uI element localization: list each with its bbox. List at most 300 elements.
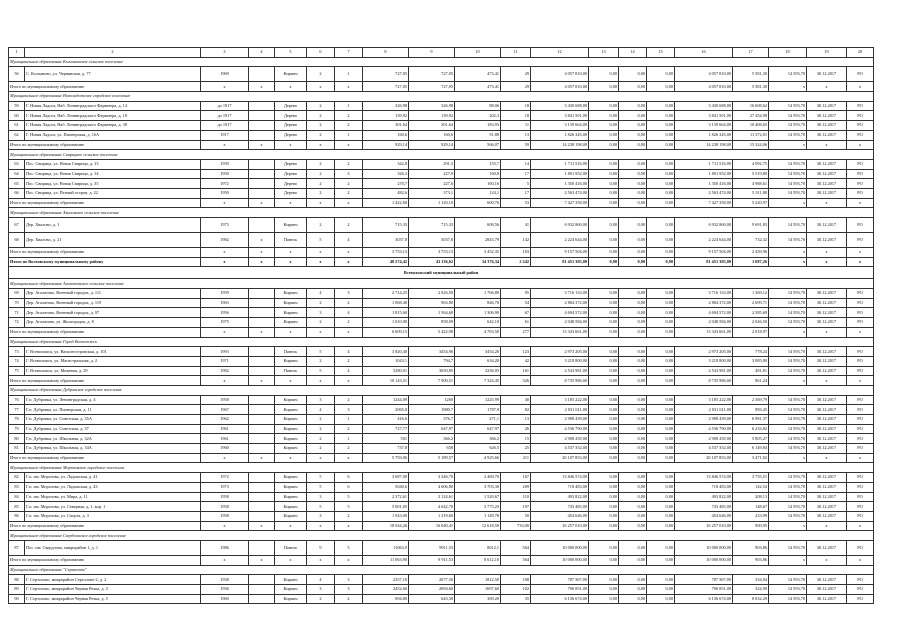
table-row <box>9 594 874 604</box>
total-cell: х <box>307 376 335 386</box>
column-number-cell: 14 <box>619 48 647 58</box>
table-cell: 6 136 674,00 <box>531 594 589 604</box>
table-cell: РО <box>847 169 874 179</box>
total-cell: х <box>307 555 335 565</box>
total-row <box>9 376 874 386</box>
table-cell: Панель <box>275 233 307 248</box>
table-body <box>9 48 874 604</box>
table-cell: 4 <box>307 575 335 585</box>
table-cell: 30.12.2017 <box>807 366 847 376</box>
total-cell: 600,76 <box>455 198 501 208</box>
table-cell: 14 593,70 <box>769 318 807 328</box>
total-cell: 7 427 358,00 <box>675 198 733 208</box>
total-cell: 29 <box>501 82 531 92</box>
table-cell: 0,00 <box>589 159 619 169</box>
table-cell: 334,04 <box>733 575 769 585</box>
table-cell: 3 139 664,00 <box>675 121 733 131</box>
table-cell: 0,00 <box>589 444 619 454</box>
table-cell: 3 841 501,00 <box>675 111 733 121</box>
table-cell: 1880,7 <box>409 405 455 415</box>
table-cell: 42 <box>501 356 531 366</box>
column-number-row <box>9 48 874 58</box>
table-cell <box>249 575 275 585</box>
table-cell: 0,00 <box>619 492 647 502</box>
table-cell: 2065,8 <box>363 405 409 415</box>
table-cell: 718 483,00 <box>531 482 589 492</box>
total-row <box>9 453 874 463</box>
table-row <box>9 473 874 483</box>
table-row <box>9 366 874 376</box>
register-sheet <box>8 47 873 604</box>
table-cell: 715,33 <box>363 218 409 233</box>
table-cell <box>249 585 275 595</box>
table-cell: 1975 <box>201 318 249 328</box>
table-cell: 0,00 <box>619 444 647 454</box>
table-cell <box>249 492 275 502</box>
table-cell: 0,00 <box>647 67 675 82</box>
table-cell: 376,7 <box>409 415 455 425</box>
table-cell: 10 000 000,00 <box>531 540 589 555</box>
section-title-row <box>9 531 874 541</box>
total-cell: х <box>335 327 363 337</box>
table-cell <box>249 395 275 405</box>
table-cell: 5 <box>307 347 335 357</box>
total-cell: 4 763,50 <box>455 327 501 337</box>
table-cell: 1973 <box>201 482 249 492</box>
table-cell: 1960 <box>201 444 249 454</box>
table-cell: 0,00 <box>647 540 675 555</box>
table-cell <box>249 130 275 140</box>
table-cell: 84 <box>9 492 25 502</box>
total-cell: 8 612,10 <box>455 555 501 565</box>
total-cell: х <box>807 521 847 531</box>
total-cell: 12 618,50 <box>455 521 501 531</box>
table-cell: 0,00 <box>619 395 647 405</box>
table-cell: 4 988,61 <box>733 179 769 189</box>
table-cell: 6 136 674,00 <box>675 594 733 604</box>
table-cell: 90 <box>9 594 25 604</box>
table-cell: 30.12.2017 <box>807 511 847 521</box>
table-cell: РО <box>847 121 874 131</box>
table-cell <box>249 159 275 169</box>
table-cell: 40 <box>501 395 531 405</box>
table-cell: 4 537 352,00 <box>531 444 589 454</box>
table-cell: 14 593,70 <box>769 101 807 111</box>
table-cell: 0,00 <box>619 130 647 140</box>
table-cell: 5 430 688,00 <box>531 101 589 111</box>
table-cell: 139,92 <box>409 111 455 121</box>
table-cell: 0,00 <box>647 434 675 444</box>
table-cell: 3 <box>335 405 363 415</box>
table-cell: РО <box>847 473 874 483</box>
table-row <box>9 218 874 233</box>
table-cell: 30.12.2017 <box>807 308 847 318</box>
table-cell: 14 593,70 <box>769 308 807 318</box>
total-cell: х <box>335 140 363 150</box>
total-cell: 53 <box>501 198 531 208</box>
table-cell: 0,00 <box>647 415 675 425</box>
table-cell: РО <box>847 444 874 454</box>
table-cell <box>249 111 275 121</box>
table-cell <box>249 424 275 434</box>
table-cell: РО <box>847 111 874 121</box>
total-cell: 183 <box>501 248 531 258</box>
table-cell: 35 <box>501 594 531 604</box>
table-cell: 0,00 <box>647 111 675 121</box>
table-cell <box>249 188 275 198</box>
total-cell: 13 343 661,00 <box>531 327 589 337</box>
table-cell: 1972 <box>201 179 249 189</box>
table-cell: 0,00 <box>589 289 619 299</box>
table-cell: 3 841 501,00 <box>531 111 589 121</box>
table-cell: 2 <box>307 356 335 366</box>
table-cell: 14 593,70 <box>769 130 807 140</box>
total-row <box>9 140 874 150</box>
table-cell: 0,00 <box>589 502 619 512</box>
total-cell: 0,00 <box>619 257 647 267</box>
table-cell: 15 <box>501 434 531 444</box>
total-cell: х <box>307 521 335 531</box>
table-cell: 6 981,37 <box>733 415 769 425</box>
table-cell: 270,7 <box>363 179 409 189</box>
table-cell: Дерево <box>275 169 307 179</box>
table-cell: 0,00 <box>647 101 675 111</box>
total-label: Итого по муниципальному образованию <box>9 376 201 386</box>
table-cell: 2 <box>335 511 363 521</box>
total-cell: 10 143,51 <box>363 376 409 386</box>
total-cell: 5 793,06 <box>363 453 409 463</box>
table-cell: Кирпич <box>275 424 307 434</box>
table-cell: Дер. Агалатово, Военный городок, д. 111 <box>25 289 201 299</box>
table-cell: 102 <box>501 585 531 595</box>
total-cell: 10 000 000,00 <box>531 555 589 565</box>
table-cell: 3037,8 <box>363 233 409 248</box>
table-cell: 50 <box>501 511 531 521</box>
section-title-row <box>9 565 874 575</box>
table-cell: 1993 <box>201 347 249 357</box>
table-cell: 202,3 <box>455 111 501 121</box>
table-cell: 2 <box>335 218 363 233</box>
table-cell: 30.12.2017 <box>807 395 847 405</box>
total-cell: 0,00 <box>589 198 619 208</box>
table-cell: 5 430 688,00 <box>675 101 733 111</box>
table-cell: 0,00 <box>589 179 619 189</box>
table-cell: 2 469,70 <box>455 473 501 483</box>
total-cell: х <box>275 248 307 258</box>
table-cell: 0,00 <box>619 218 647 233</box>
column-number-cell: 4 <box>249 48 275 58</box>
table-cell: РО <box>847 318 874 328</box>
table-cell: 27 454,98 <box>733 111 769 121</box>
table-cell: РО <box>847 434 874 444</box>
table-row <box>9 502 874 512</box>
table-cell: Дер. Хвалово, д. 1 <box>25 218 201 233</box>
total-cell: 0,00 <box>647 376 675 386</box>
table-cell: 3 <box>307 492 335 502</box>
table-cell: 1961 <box>201 424 249 434</box>
table-cell: Дерево <box>275 159 307 169</box>
table-cell: 0,00 <box>647 594 675 604</box>
table-cell: 0,00 <box>619 594 647 604</box>
table-cell: 14 593,70 <box>769 179 807 189</box>
table-row <box>9 424 874 434</box>
table-cell: 778,24 <box>733 347 769 357</box>
table-cell: 0,00 <box>647 366 675 376</box>
table-row <box>9 434 874 444</box>
total-cell: х <box>201 327 249 337</box>
table-cell: 30.12.2017 <box>807 218 847 233</box>
table-cell <box>249 308 275 318</box>
table-cell: 5 <box>307 482 335 492</box>
table-cell: 1 943,00 <box>363 511 409 521</box>
table-cell: 14 593,70 <box>769 159 807 169</box>
table-row <box>9 130 874 140</box>
table-cell: 30.12.2017 <box>807 298 847 308</box>
table-cell: 26 <box>501 424 531 434</box>
table-cell <box>249 67 275 82</box>
table-cell: 2 <box>307 130 335 140</box>
table-cell: 2 <box>307 318 335 328</box>
table-row <box>9 540 874 555</box>
table-cell: 54 <box>501 298 531 308</box>
total-cell: х <box>307 82 335 92</box>
table-cell: 0,00 <box>619 366 647 376</box>
table-cell: Г. Сертолово, микрорайон Черная Речка, д. 3 <box>25 585 201 595</box>
table-cell: 2 <box>307 594 335 604</box>
table-cell: 25 <box>501 444 531 454</box>
table-row <box>9 356 874 366</box>
table-cell: 61 <box>501 318 531 328</box>
table-cell: 2 026,58 <box>409 289 455 299</box>
table-cell: 4 <box>307 289 335 299</box>
table-cell: 0,00 <box>589 111 619 121</box>
table-cell: 1938 <box>201 575 249 585</box>
table-row <box>9 585 874 595</box>
total-cell: 8 735 986,00 <box>675 376 733 386</box>
table-cell: 88,06 <box>455 101 501 111</box>
column-number-cell: 15 <box>647 48 675 58</box>
table-cell: 0,00 <box>619 101 647 111</box>
table-cell: 473,41 <box>455 67 501 82</box>
table-cell: 14 593,70 <box>769 405 807 415</box>
table-cell: РО <box>847 308 874 318</box>
table-cell: 18 <box>501 101 531 111</box>
total-cell: х <box>847 198 874 208</box>
total-cell: х <box>769 140 807 150</box>
section-title-row <box>9 337 874 347</box>
table-cell: 0,00 <box>647 575 675 585</box>
table-cell: Дерево <box>275 179 307 189</box>
table-cell: 0,00 <box>589 575 619 585</box>
table-cell: 30.12.2017 <box>807 415 847 425</box>
total-cell: 0,00 <box>589 82 619 92</box>
table-cell: 0,00 <box>619 356 647 366</box>
table-cell: 4 536 790,00 <box>531 424 589 434</box>
table-cell: 369,20 <box>455 594 501 604</box>
table-cell: 197 <box>501 502 531 512</box>
table-row <box>9 482 874 492</box>
total-cell: 861,24 <box>733 376 769 386</box>
table-cell: 0,00 <box>619 188 647 198</box>
total-cell: 15 324,06 <box>733 140 769 150</box>
table-cell: 0,00 <box>647 482 675 492</box>
table-cell: Кирпич <box>275 502 307 512</box>
table-cell: 3454,96 <box>409 347 455 357</box>
table-cell: 30.12.2017 <box>807 575 847 585</box>
table-row <box>9 395 874 405</box>
table-cell: 0,00 <box>619 415 647 425</box>
total-cell: 0,00 <box>589 453 619 463</box>
total-cell: 0,00 <box>619 140 647 150</box>
table-cell <box>249 318 275 328</box>
table-cell: Кирпич <box>275 415 307 425</box>
section-title: Муниципальное образование Дубровское городское поселение <box>9 385 874 395</box>
table-cell: 0,00 <box>619 159 647 169</box>
table-cell: 732,32 <box>733 233 769 248</box>
table-cell: 2452,60 <box>363 585 409 595</box>
table-cell: 2 369,79 <box>733 395 769 405</box>
total-cell: 211 <box>501 453 531 463</box>
table-cell: 1939 <box>201 159 249 169</box>
table-row <box>9 347 874 357</box>
total-cell: х <box>807 257 847 267</box>
table-cell: 718 483,00 <box>675 482 733 492</box>
table-row <box>9 188 874 198</box>
table-cell: 694,80 <box>363 594 409 604</box>
column-number-cell: 18 <box>769 48 807 58</box>
total-row <box>9 198 874 208</box>
district-title: Всеволожский муниципальный район <box>9 267 874 279</box>
table-cell: 227,9 <box>409 169 455 179</box>
table-cell: 30.12.2017 <box>807 356 847 366</box>
table-cell: х <box>249 233 275 248</box>
table-cell: 794,7 <box>409 356 455 366</box>
table-cell: 0,00 <box>619 298 647 308</box>
district-title-row <box>9 267 874 279</box>
table-cell: 4 <box>307 405 335 415</box>
section-title: Муниципальное образование Новоладожское городское поселение <box>9 92 874 102</box>
table-cell: 5 <box>335 540 363 555</box>
table-cell: 2 <box>307 298 335 308</box>
table-cell: 1958 <box>201 492 249 502</box>
table-cell: 1972 <box>201 473 249 483</box>
total-cell: 566,07 <box>455 140 501 150</box>
table-cell: 0,00 <box>647 405 675 415</box>
table-cell: РО <box>847 424 874 434</box>
table-cell: 0,00 <box>647 444 675 454</box>
table-cell: 2 973 205,00 <box>531 347 589 357</box>
total-row <box>9 555 874 565</box>
table-cell: 95 <box>501 289 531 299</box>
table-cell: 67 <box>9 218 25 233</box>
table-cell: 74 <box>9 356 25 366</box>
table-cell: 10 408,65 <box>733 121 769 131</box>
table-cell: 0,00 <box>647 492 675 502</box>
table-cell: 2 543 981,00 <box>675 366 733 376</box>
table-cell: 14 593,70 <box>769 298 807 308</box>
table-cell <box>249 444 275 454</box>
table-cell: 124,1 <box>455 188 501 198</box>
table-cell: 14 593,70 <box>769 415 807 425</box>
table-cell: 2 <box>335 111 363 121</box>
table-cell: 3 <box>335 289 363 299</box>
total-cell: 0,00 <box>647 82 675 92</box>
table-row <box>9 298 874 308</box>
total-cell: х <box>769 555 807 565</box>
table-cell: 0,00 <box>589 366 619 376</box>
table-cell: 8612,1 <box>455 540 501 555</box>
table-cell: РО <box>847 594 874 604</box>
table-cell: 0,00 <box>619 575 647 585</box>
table-cell <box>249 482 275 492</box>
table-cell: 14 593,70 <box>769 511 807 521</box>
table-cell: Г. Новая Ладога, Наб. Ленинградского Фарватера, д. 14 <box>25 101 201 111</box>
total-cell: х <box>807 198 847 208</box>
table-cell: 89 <box>9 585 25 595</box>
total-cell: х <box>275 521 307 531</box>
total-cell: 16 257 010,00 <box>531 521 589 531</box>
table-cell: 2 714,25 <box>363 289 409 299</box>
table-cell: 2 884 372,00 <box>675 298 733 308</box>
table-cell: 0,00 <box>647 511 675 521</box>
table-cell: 2 908 439,00 <box>675 434 733 444</box>
table-cell: 160,16 <box>455 179 501 189</box>
table-cell: 14 593,70 <box>769 356 807 366</box>
table-row <box>9 111 874 121</box>
table-cell: РО <box>847 511 874 521</box>
total-cell: 0,00 <box>647 327 675 337</box>
table-cell: 366,2 <box>409 434 455 444</box>
total-cell: х <box>249 327 275 337</box>
table-cell: 743 485,00 <box>675 502 733 512</box>
table-cell: Г.п. Дубровка, ул. Пионерская, д. 11 <box>25 405 201 415</box>
table-cell <box>249 356 275 366</box>
total-label: Итого по муниципальному образованию <box>9 82 201 92</box>
table-cell: 0,00 <box>619 434 647 444</box>
table-cell: 30.12.2017 <box>807 473 847 483</box>
table-cell: 30.12.2017 <box>807 540 847 555</box>
table-cell: 108 <box>501 575 531 585</box>
table-cell: 167 <box>501 473 531 483</box>
total-cell: х <box>275 327 307 337</box>
table-cell: 1 801 952,00 <box>675 169 733 179</box>
table-cell: 373,1 <box>409 188 455 198</box>
table-cell: 1 350 416,00 <box>675 179 733 189</box>
total-cell: х <box>201 140 249 150</box>
table-cell: 155,7 <box>455 159 501 169</box>
table-cell: 69 <box>9 289 25 299</box>
table-cell <box>249 169 275 179</box>
table-cell: 0,00 <box>619 233 647 248</box>
table-cell: 4 <box>335 308 363 318</box>
total-cell: х <box>807 82 847 92</box>
table-cell: 30.12.2017 <box>807 289 847 299</box>
table-cell: 3 <box>335 575 363 585</box>
table-cell: РО <box>847 159 874 169</box>
table-cell: 2 <box>335 121 363 131</box>
table-cell: 63 <box>9 159 25 169</box>
table-row <box>9 511 874 521</box>
table-cell: 18 <box>501 111 531 121</box>
total-cell: х <box>847 82 874 92</box>
total-cell: 733,00 <box>501 521 531 531</box>
total-cell: 0,00 <box>589 140 619 150</box>
table-cell: 30.12.2017 <box>807 434 847 444</box>
column-number-cell: 19 <box>807 48 847 58</box>
total-cell: 8 735 986,00 <box>531 376 589 386</box>
table-cell: 1963 <box>201 298 249 308</box>
table-cell: 1917 <box>201 130 249 140</box>
